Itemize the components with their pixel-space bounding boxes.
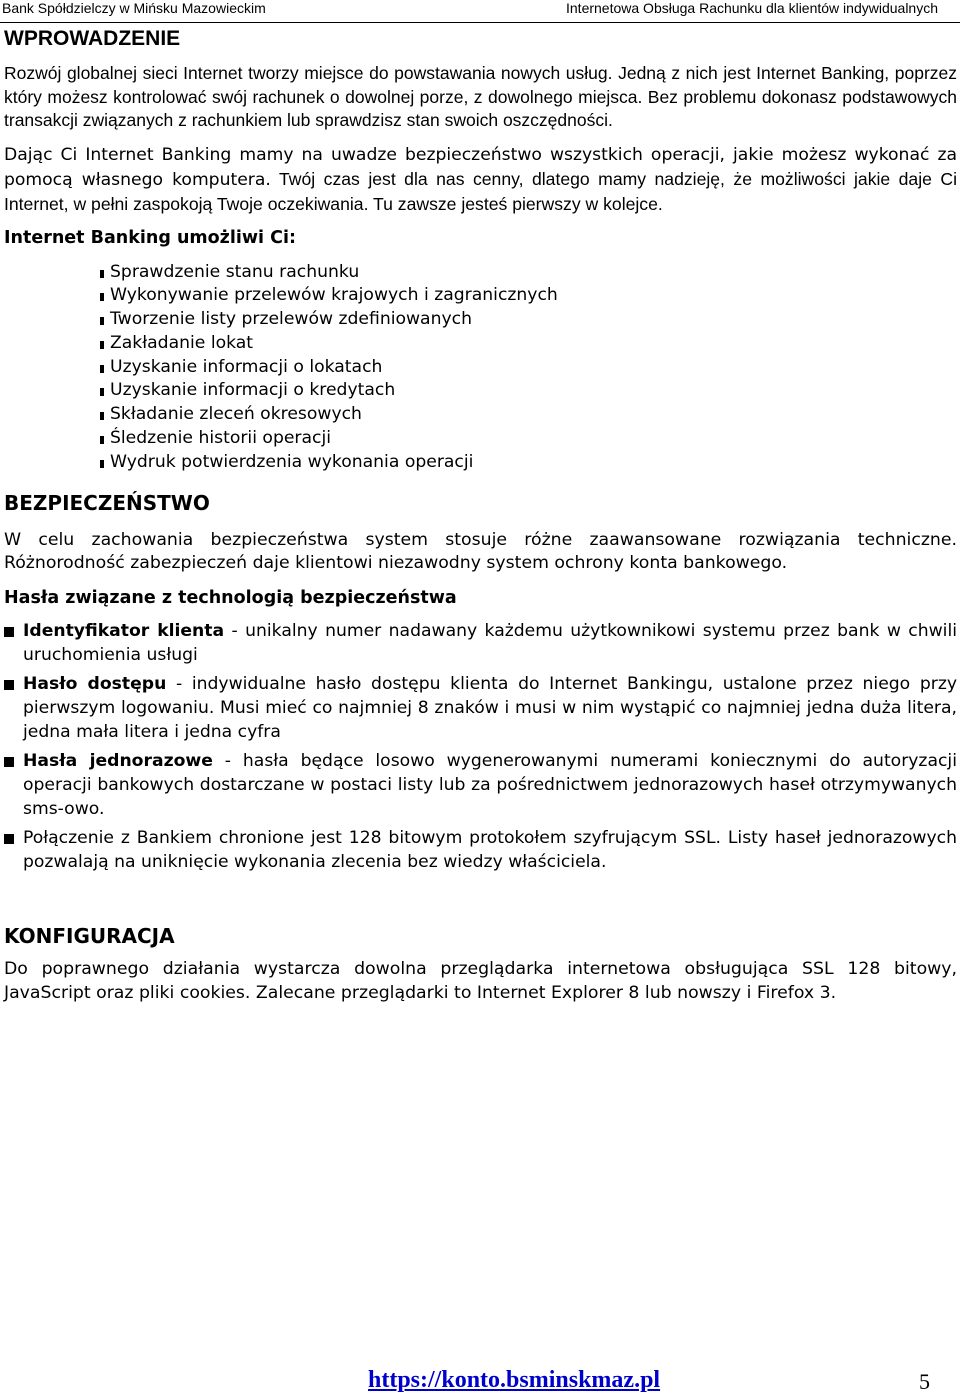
- security-list: [4, 619, 957, 874]
- bullet-icon: [100, 436, 104, 444]
- square-bullet-icon: [4, 627, 14, 637]
- bullet-icon: [100, 388, 104, 396]
- bullet-icon: [100, 412, 104, 420]
- list-item: Wykonywanie przelewów krajowych i zagranicznych: [100, 284, 957, 308]
- page-number: 5: [919, 1369, 930, 1394]
- header-bank-name: Bank Spółdzielczy w Mińsku Mazowieckim: [2, 0, 266, 16]
- bank-website-link[interactable]: https://konto.bsminskmaz.pl: [368, 1367, 661, 1393]
- list-item: Uzyskanie informacji o lokatach: [100, 356, 957, 380]
- list-item: Połączenie z Bankiem chronione jest 128 bitowym protokołem szyfrującym SSL. Listy haseł jednorazowych pozwalają na uniknięcie wykonania zlecenia bez wiedzy właściciela.: [4, 826, 957, 874]
- list-item: Sprawdzenie stanu rachunku: [100, 261, 957, 285]
- list-item: Składanie zleceń okresowych: [100, 403, 957, 427]
- square-bullet-icon: [4, 834, 14, 844]
- security-paragraph: W celu zachowania bezpieczeństwa system stosuje różne zaawansowane rozwiązania techniczne. Różnorodność zabezpieczeń daje klientowi niezawodny system ochrony konta bankowego.: [4, 529, 957, 574]
- intro-paragraph-2: [4, 143, 957, 217]
- intro-paragraph-1: Rozwój globalnej sieci Internet tworzy miejsce do powstawania nowych usług. Jedną z nich jest Internet Banking, poprzez który możesz kontrolować swój rachunek o dowolnej porze, z dowolnego miejsca. Bez problemu dokonasz podstawowych transakcji związanych z rachunkiem lub sprawdzisz stan swoich oszczędności.: [4, 63, 957, 130]
- bullet-icon: [100, 317, 104, 325]
- list-item: Hasła jednorazowe - hasła będące losowo wygenerowanymi numerami koniecznymi do autoryzacji operacji bankowych dostarczane w postaci listy lub za pośrednictwem jednorazowych haseł otrzymywanych sms-owo.: [4, 749, 957, 821]
- passwords-heading: Hasła związane z technologią bezpieczeństwa: [4, 588, 457, 609]
- square-bullet-icon: [4, 680, 14, 690]
- config-paragraph: Do poprawnego działania wystarcza dowolna przeglądarka internetowa obsługująca SSL 128 bitowy, JavaScript oraz pliki cookies. Zalecane przeglądarki to Internet Explorer 8 lub nowszy i Firefox 3.: [4, 959, 957, 1004]
- document-body: [4, 28, 957, 1006]
- list-item: Hasło dostępu - indywidualne hasło dostępu klienta do Internet Bankingu, ustalone przez niego przy pierwszym logowaniu. Musi mieć co najmniej 8 znaków i musi w nim wystąpić co najmniej jedna duża litera, jedna mała litera i jedna cyfra: [4, 672, 957, 744]
- features-list: [4, 261, 957, 475]
- intro-paragraph-2-part-1: Dając Ci Internet Banking mamy na uwadze bezpieczeństwo wszystkich operacji, jakie możesz wykonać za pomocą własnego komputera.: [4, 144, 957, 190]
- features-heading: Internet Banking umożliwi Ci:: [4, 227, 296, 248]
- list-item: Tworzenie listy przelewów zdefiniowanych: [100, 308, 957, 332]
- security-heading: BEZPIECZEŃSTWO: [4, 490, 210, 515]
- list-item: Uzyskanie informacji o kredytach: [100, 379, 957, 403]
- bullet-icon: [100, 460, 104, 468]
- header-doc-title: Internetowa Obsługa Rachunku dla klientów indywidualnych: [566, 0, 938, 16]
- bullet-icon: [100, 365, 104, 373]
- list-item: Identyfikator klienta - unikalny numer nadawany każdemu użytkownikowi systemu przez bank w chwili uruchomienia usługi: [4, 619, 957, 667]
- bullet-icon: [100, 293, 104, 301]
- bullet-icon: [100, 341, 104, 349]
- intro-paragraph-2-part-2: Twój czas jest dla nas cenny, dlatego mamy nadzieję, że możliwości jakie daje Ci Internet, w pełni zaspokoją Twoje oczekiwania. Tu zawsze jesteś pierwszy w kolejce.: [4, 168, 958, 214]
- list-item: Śledzenie historii operacji: [100, 427, 957, 451]
- intro-heading: WPROWADZENIE: [4, 27, 181, 50]
- square-bullet-icon: [4, 757, 14, 767]
- bullet-icon: [100, 270, 104, 278]
- config-heading: KONFIGURACJA: [4, 924, 175, 949]
- page-header: [0, 0, 960, 23]
- list-item: Wydruk potwierdzenia wykonania operacji: [100, 451, 957, 475]
- list-item: Zakładanie lokat: [100, 332, 957, 356]
